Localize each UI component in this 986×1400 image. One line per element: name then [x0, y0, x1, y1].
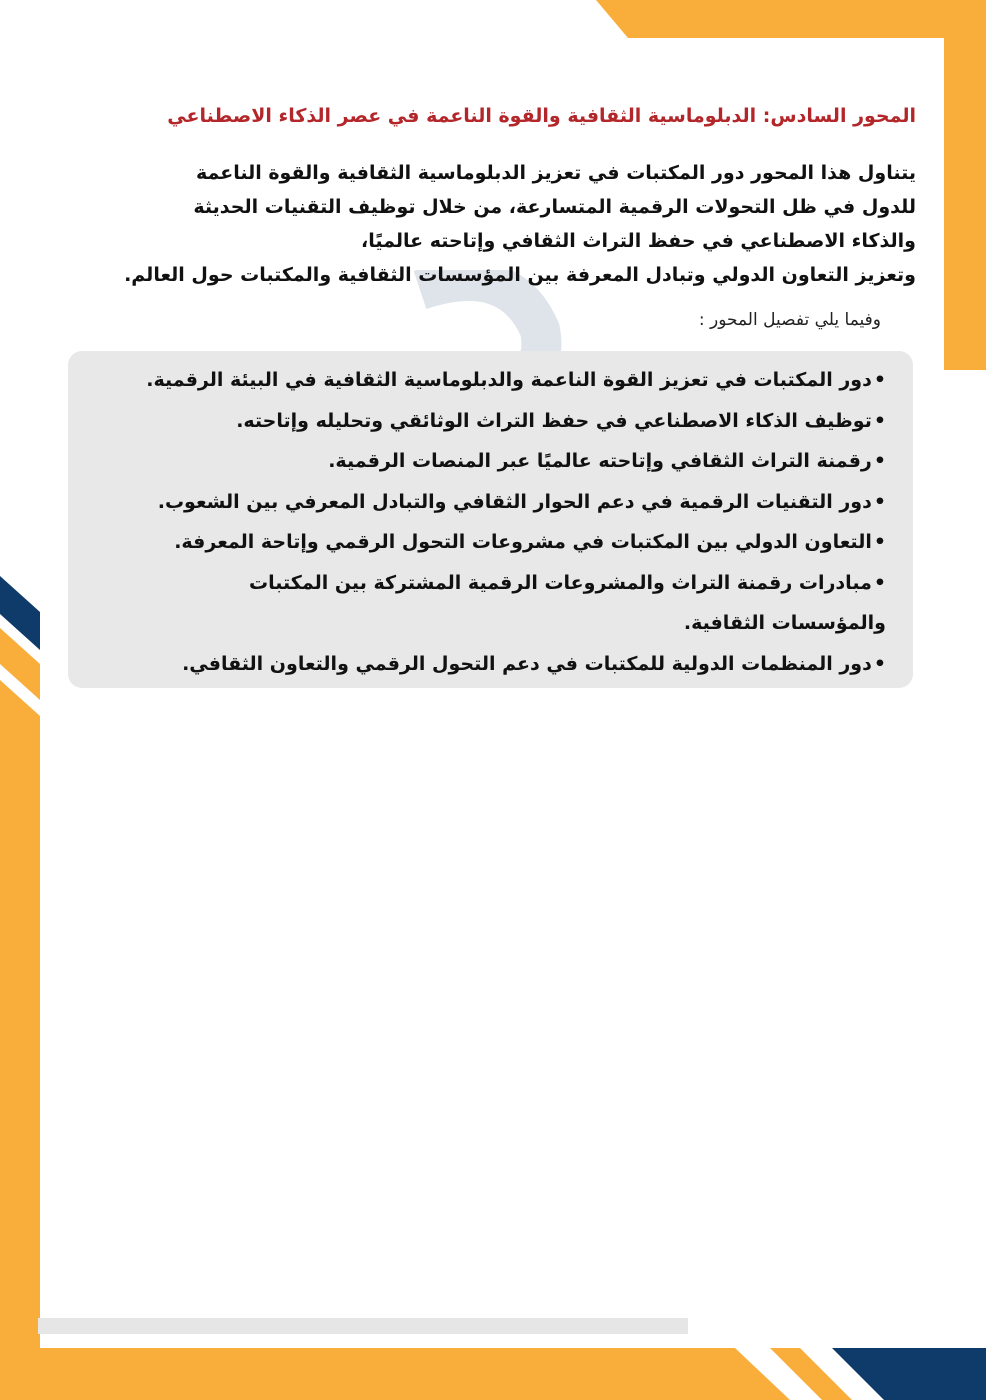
list-item-text: التعاون الدولي بين المكتبات في مشروعات التحول الرقمي وإتاحة المعرفة. — [174, 531, 872, 553]
bullet-marker: • — [873, 450, 886, 472]
list-item — [86, 522, 886, 563]
details-heading: وفيما يلي تفصيل المحور : — [698, 310, 881, 330]
intro-line: يتناول هذا المحور دور المكتبات في تعزيز الدبلوماسية الثقافية والقوة الناعمة — [195, 162, 916, 184]
list-item — [86, 360, 886, 401]
list-item-text: والمؤسسات الثقافية. — [683, 612, 886, 634]
intro-line: للدول في ظل التحولات الرقمية المتسارعة، من خلال توظيف التقنيات الحديثة — [193, 196, 916, 218]
bullet-marker: • — [873, 409, 886, 432]
bottom-gray-bar — [38, 1318, 688, 1334]
bottom-orange-stripe — [770, 1348, 852, 1400]
bottom-orange-band — [38, 1348, 790, 1400]
list-item — [86, 441, 886, 482]
list-item — [86, 644, 886, 685]
intro-line: والذكاء الاصطناعي في حفظ التراث الثقافي وإتاحته عالميًا، — [361, 230, 916, 252]
list-item — [86, 482, 886, 523]
list-item-text: دور المنظمات الدولية للمكتبات في دعم التحول الرقمي والتعاون الثقافي. — [182, 652, 872, 675]
axis-title: المحور السادس: الدبلوماسية الثقافية والقوة الناعمة في عصر الذكاء الاصطناعي — [167, 105, 916, 127]
intro-paragraph — [56, 156, 916, 292]
list-item-text: مبادرات رقمنة التراث والمشروعات الرقمية المشتركة بين المكتبات — [249, 571, 872, 594]
list-item-text: دور التقنيات الرقمية في دعم الحوار الثقافي والتبادل المعرفي بين الشعوب. — [157, 490, 872, 513]
list-item-text: توظيف الذكاء الاصطناعي في حفظ التراث الوثائقي وتحليله وإتاحته. — [236, 409, 872, 432]
left-orange-band — [0, 680, 40, 1400]
bottom-navy-band — [832, 1348, 986, 1400]
list-item-text: رقمنة التراث الثقافي وإتاحته عالميًا عبر المنصات الرقمية. — [328, 450, 872, 472]
bullet-marker: • — [873, 571, 886, 594]
list-item-continuation — [86, 603, 886, 644]
bullet-marker: • — [873, 652, 886, 675]
bullet-marker: • — [873, 531, 886, 553]
bullet-marker: • — [873, 490, 886, 513]
bullet-list — [86, 360, 886, 684]
bullet-marker: • — [873, 369, 886, 391]
list-item — [86, 401, 886, 442]
intro-line: وتعزيز التعاون الدولي وتبادل المعرفة بين المؤسسات الثقافية والمكتبات حول العالم. — [124, 264, 916, 286]
list-item — [86, 563, 886, 604]
list-item-text: دور المكتبات في تعزيز القوة الناعمة والدبلوماسية الثقافية في البيئة الرقمية. — [146, 369, 872, 391]
